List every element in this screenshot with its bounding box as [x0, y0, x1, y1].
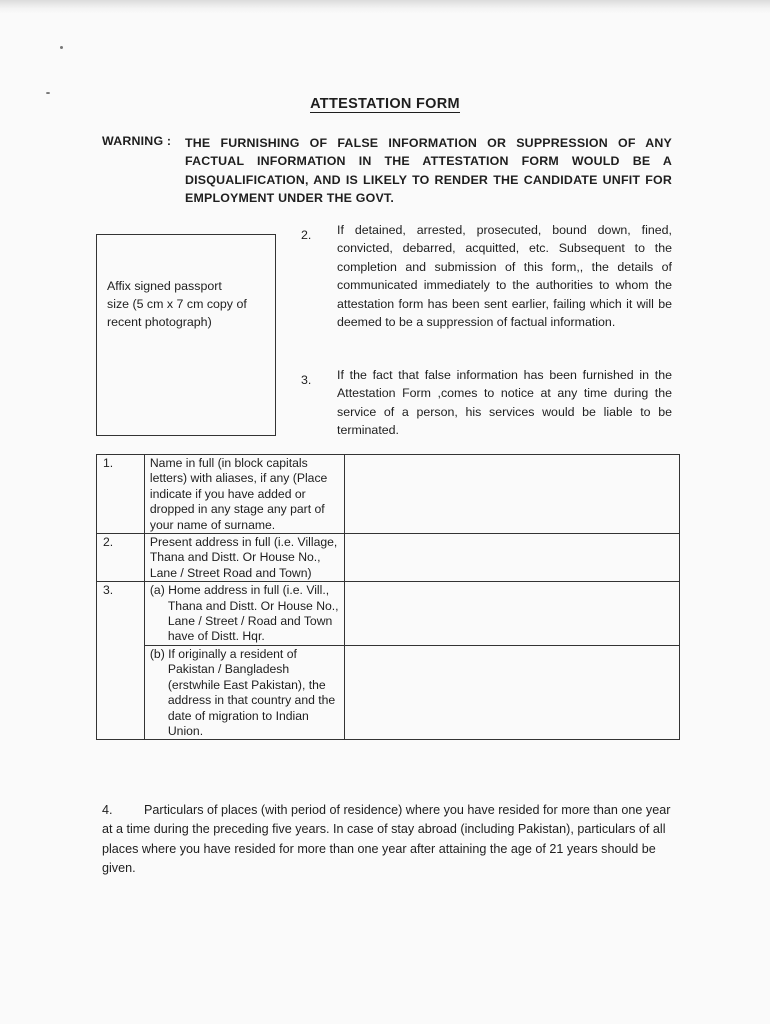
row-number: 2.: [97, 534, 145, 582]
scan-speck: [46, 92, 50, 94]
paragraph-4-number: 4.: [102, 803, 113, 817]
pakistan-address-field[interactable]: [345, 645, 680, 739]
row-label-a: (a) Home address in full (i.e. Vill., Thana and Distt. Or House No., Lane / Street / Road and Town have of Distt. Hqr.: [149, 583, 339, 644]
photo-box[interactable]: [96, 234, 276, 436]
table-row: [97, 534, 680, 582]
note-3-text: If the fact that false information has been furnished in the Attestation Form ,comes to notice at any time during the service of a person, his services would be liable to be terminated.: [337, 368, 672, 438]
table-row: [97, 645, 680, 739]
present-address-field[interactable]: [345, 534, 680, 582]
warning-text: THE FURNISHING OF FALSE INFORMATION OR SUPPRESSION OF ANY FACTUAL INFORMATION IN THE ATTESTATION FORM WOULD BE A DISQUALIFICATION, AND IS LIKELY TO RENDER THE CANDIDATE UNFIT FOR EMPLOYMENT UNDER THE GOVT.: [185, 136, 672, 205]
note-2-number: 2.: [301, 228, 312, 242]
row-label-b: (b) If originally a resident of Pakistan / Bangladesh (erstwhile East Pakistan), the address in that country and the date of migration to Indian Union.: [149, 646, 336, 738]
row-label: [144, 582, 345, 646]
paragraph-4: [102, 801, 674, 879]
scan-speck: [60, 46, 63, 49]
form-table: [96, 454, 680, 740]
note-2-text: If detained, arrested, prosecuted, bound down, fined, convicted, debarred, acquitted, etc. Subsequent to the completion and submission of this form,, the details of communicated immediately to the authorities to whom the attestation form has been sent earlier, failing which it will be deemed to be a suppression of factual information.: [337, 223, 672, 330]
name-field[interactable]: [345, 455, 680, 534]
form-title: ATTESTATION FORM: [310, 96, 460, 112]
scan-top-edge: [0, 0, 770, 14]
warning-label: WARNING :: [102, 134, 172, 148]
photo-instructions: Affix signed passport size (5 cm x 7 cm copy of recent photograph): [107, 279, 247, 329]
row-number: 3.: [97, 582, 145, 740]
row-label: Name in full (in block capitals letters) with aliases, if any (Place indicate if you have added or dropped in any stage any part of your name of surname.: [144, 455, 345, 534]
paragraph-4-text: Particulars of places (with period of residence) where you have resided for more than one year at a time during the preceding five years. In case of stay abroad (including Pakistan), particulars of all places where you have resided for more than one year after attaining the age of 21 years should be given.: [102, 803, 671, 876]
table-row: [97, 455, 680, 534]
note-3-number: 3.: [301, 373, 312, 387]
row-label: [144, 645, 345, 739]
row-number: 1.: [97, 455, 145, 534]
table-row: [97, 582, 680, 646]
row-label: Present address in full (i.e. Village, Thana and Distt. Or House No., Lane / Street Road and Town): [144, 534, 345, 582]
home-address-field[interactable]: [345, 582, 680, 646]
